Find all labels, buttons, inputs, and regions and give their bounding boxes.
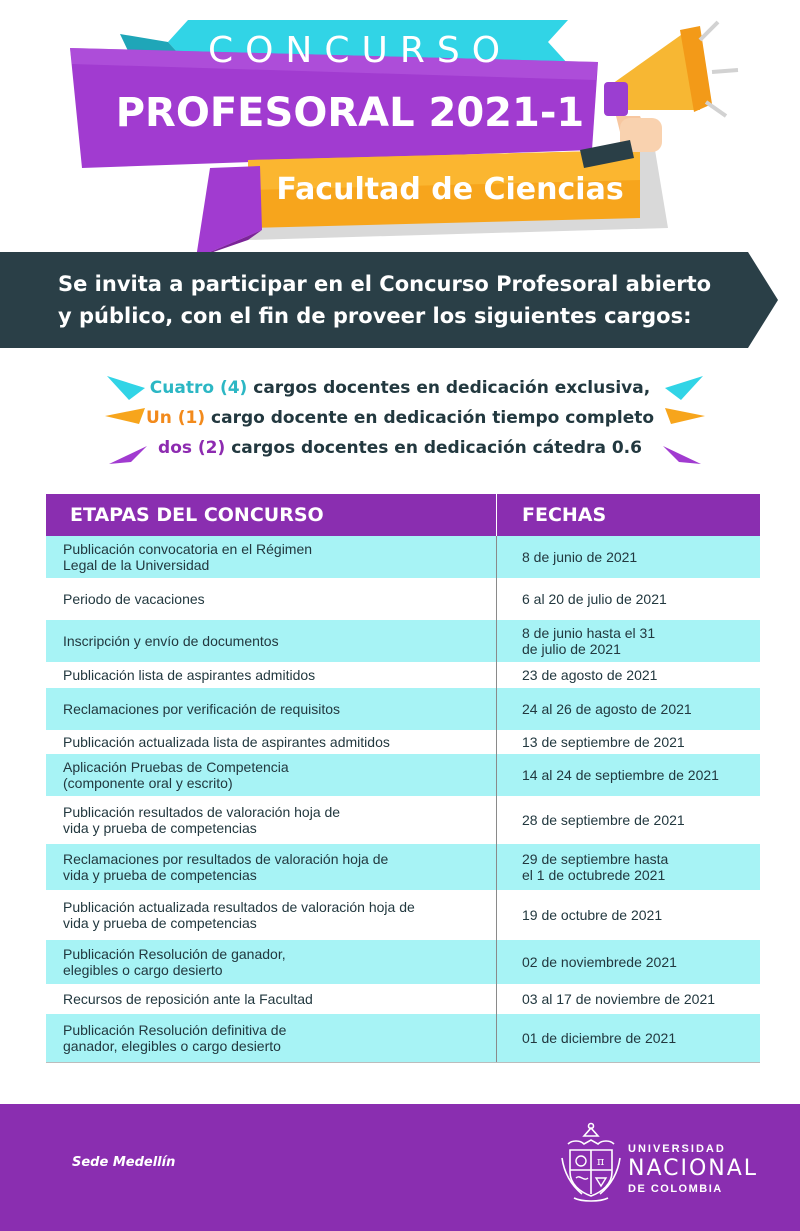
cell-etapa: Publicación actualizada lista de aspirantes admitidos [63, 734, 390, 750]
table-header [46, 494, 760, 536]
cell-fecha: 24 al 26 de agosto de 2021 [522, 701, 692, 717]
cargo-description: cargos docentes en dedicación exclusiva, [247, 378, 651, 398]
cargo-description: cargos docentes en dedicación cátedra 0.6 [225, 438, 642, 458]
cell-etapa: Publicación convocatoria en el Régimen Legal de la Universidad [63, 541, 313, 573]
cell-fecha: 03 al 17 de noviembre de 2021 [522, 991, 716, 1007]
table-row [46, 688, 760, 730]
cell-fecha: 01 de diciembre de 2021 [522, 1030, 677, 1046]
cell-etapa: Aplicación Pruebas de Competencia (componente oral y escrito) [63, 759, 289, 791]
table-row [46, 662, 760, 688]
table-row [46, 890, 760, 940]
table-row [46, 796, 760, 844]
schedule-table [46, 494, 760, 1062]
cargo-count: Un (1) [145, 408, 206, 428]
unal-colombia: DE COLOMBIA [628, 1183, 723, 1195]
cell-fecha: 8 de junio hasta el 31 de julio de 2021 [522, 625, 656, 657]
table-body [46, 536, 760, 1062]
cell-fecha: 14 al 24 de septiembre de 2021 [522, 767, 719, 783]
cell-fecha: 02 de noviembrede 2021 [522, 954, 677, 970]
unal-crest-icon [560, 1122, 622, 1204]
cell-etapa: Publicación lista de aspirantes admitidos [63, 667, 316, 683]
table-row [46, 844, 760, 890]
unal-nacional: NACIONAL [628, 1156, 759, 1181]
cell-etapa: Publicación resultados de valoración hoja de vida y prueba de competencias [63, 804, 341, 836]
cell-fecha: 28 de septiembre de 2021 [522, 812, 685, 828]
table-row [46, 754, 760, 796]
table-row [46, 620, 760, 662]
invitation-text [58, 268, 758, 332]
table-row [46, 578, 760, 620]
cargo-count: dos (2) [158, 438, 226, 458]
header-fechas: FECHAS [522, 504, 607, 526]
cell-etapa: Publicación actualizada resultados de valoración hoja de vida y prueba de competencias [63, 899, 415, 931]
cell-etapa: Publicación Resolución definitiva de ganador, elegibles o cargo desierto [63, 1022, 287, 1054]
table-bottom-rule [46, 1062, 760, 1063]
svg-text:π: π [597, 1155, 605, 1168]
table-row [46, 984, 760, 1014]
cell-etapa: Reclamaciones por verificación de requisitos [63, 701, 341, 717]
cell-fecha: 23 de agosto de 2021 [522, 667, 658, 683]
cell-etapa: Inscripción y envío de documentos [63, 633, 279, 649]
unal-universidad: UNIVERSIDAD [628, 1143, 726, 1155]
table-row [46, 940, 760, 984]
header-etapas: ETAPAS DEL CONCURSO [70, 504, 324, 526]
cargo-item-3 [100, 438, 700, 458]
sede-label: Sede Medellín [72, 1155, 176, 1170]
faculty-name: Facultad de Ciencias [276, 172, 624, 207]
cell-fecha: 8 de junio de 2021 [522, 549, 638, 565]
cell-etapa: Publicación Resolución de ganador, elegibles o cargo desierto [63, 946, 286, 978]
table-row [46, 730, 760, 754]
invitation-line-1: Se invita a participar en el Concurso Profesoral abierto [58, 272, 712, 296]
invitation-line-2: y público, con el fin de proveer los siguientes cargos: [58, 304, 692, 328]
table-row [46, 536, 760, 578]
contest-title: PROFESORAL 2021-1 [115, 90, 585, 136]
cargo-description: cargo docente en dedicación tiempo completo [205, 408, 655, 428]
cargo-item-1 [100, 378, 700, 398]
cell-etapa: Periodo de vacaciones [63, 591, 205, 607]
cell-fecha: 29 de septiembre hasta el 1 de octubrede 2021 [522, 851, 669, 883]
table-row [46, 1014, 760, 1062]
cargo-count: Cuatro (4) [149, 378, 248, 398]
cargo-item-2 [100, 408, 700, 428]
cell-fecha: 13 de septiembre de 2021 [522, 734, 685, 750]
contest-label: CONCURSO [207, 30, 513, 71]
cell-etapa: Recursos de reposición ante la Facultad [63, 991, 313, 1007]
cell-fecha: 6 al 20 de julio de 2021 [522, 591, 667, 607]
cell-etapa: Reclamaciones por resultados de valoración hoja de vida y prueba de competencias [63, 851, 389, 883]
cell-fecha: 19 de octubre de 2021 [522, 907, 663, 923]
